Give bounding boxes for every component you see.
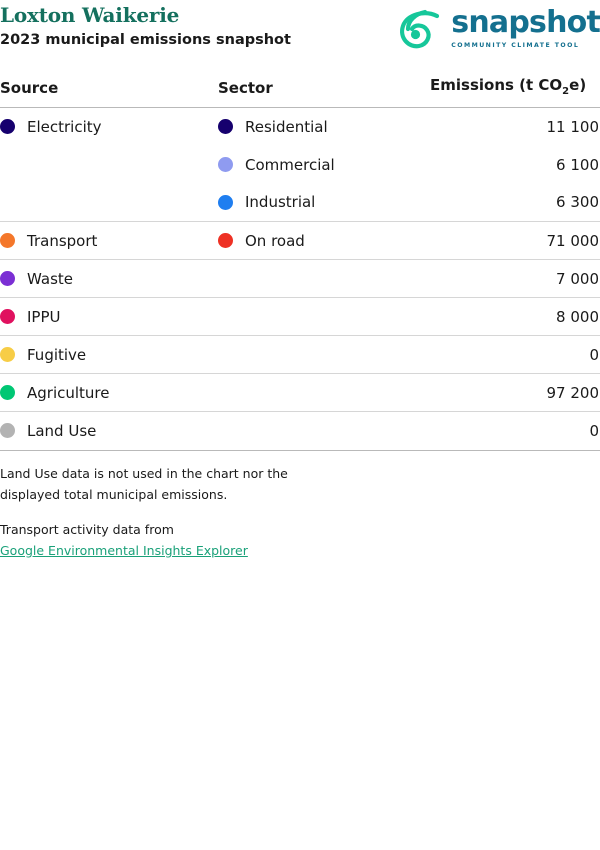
sector-label: On road (245, 231, 305, 250)
footnotes (0, 463, 600, 562)
cell-source (0, 336, 218, 374)
cell-sector (218, 336, 430, 374)
page-header (0, 0, 600, 54)
table-bottom-rule (0, 450, 600, 451)
cell-sector (218, 260, 430, 298)
sector-color-dot (218, 119, 233, 134)
emissions-value: 6 300 (556, 193, 599, 212)
cell-source (0, 184, 218, 222)
emissions-value: 97 200 (546, 383, 599, 402)
source-label: Waste (27, 269, 73, 288)
cell-sector (218, 374, 430, 412)
cell-source (0, 412, 218, 450)
table-body (0, 108, 600, 450)
source-color-dot (0, 119, 15, 134)
source-label: Electricity (27, 117, 102, 136)
cell-source (0, 298, 218, 336)
emissions-value: 71 000 (546, 231, 599, 250)
source-color-dot (0, 423, 15, 438)
title-block (0, 4, 291, 49)
emissions-header-suffix: e) (569, 76, 587, 94)
emissions-value: 8 000 (556, 307, 599, 326)
cell-source (0, 374, 218, 412)
source-color-dot (0, 347, 15, 362)
table-row (0, 146, 600, 184)
logo-text-block (451, 6, 600, 49)
page-title: Loxton Waikerie (0, 3, 180, 27)
emissions-value: 0 (589, 345, 599, 364)
table-row (0, 374, 600, 412)
sector-label: Industrial (245, 193, 316, 212)
snapshot-logo (395, 4, 600, 54)
sector-color-dot (218, 195, 233, 210)
emissions-value: 11 100 (546, 117, 599, 136)
column-header-source: Source (0, 76, 218, 108)
table-row (0, 108, 600, 146)
snapshot-spiral-icon (395, 6, 443, 54)
cell-sector (218, 222, 430, 260)
cell-sector (218, 184, 430, 222)
cell-source (0, 108, 218, 146)
table-row (0, 336, 600, 374)
column-header-sector: Sector (218, 76, 430, 108)
logo-wordmark: snapshot (451, 5, 600, 40)
cell-emissions-value (430, 222, 600, 260)
source-label: Transport (27, 231, 98, 250)
cell-source (0, 146, 218, 184)
emissions-value: 0 (589, 421, 599, 440)
table-row (0, 222, 600, 260)
source-color-dot (0, 271, 15, 286)
cell-emissions-value (430, 108, 600, 146)
cell-source (0, 222, 218, 260)
note-landuse-line1: Land Use data is not used in the chart nor the (0, 465, 288, 481)
note-landuse-line2: displayed total municipal emissions. (0, 486, 228, 502)
table-row (0, 184, 600, 222)
cell-source (0, 260, 218, 298)
emissions-table (0, 76, 600, 450)
emissions-value: 7 000 (556, 269, 599, 288)
source-label: Land Use (27, 421, 97, 440)
cell-sector (218, 412, 430, 450)
page-subtitle: 2023 municipal emissions snapshot (0, 32, 291, 48)
table-row (0, 412, 600, 450)
source-color-dot (0, 233, 15, 248)
cell-emissions-value (430, 184, 600, 222)
note-transport-source: Transport activity data from (0, 522, 174, 537)
cell-emissions-value (430, 298, 600, 336)
source-color-dot (0, 385, 15, 400)
logo-tagline: COMMUNITY CLIMATE TOOL (451, 41, 580, 49)
sector-label: Residential (245, 117, 328, 136)
cell-sector (218, 146, 430, 184)
emissions-value: 6 100 (556, 155, 599, 174)
cell-emissions-value (430, 260, 600, 298)
cell-sector (218, 108, 430, 146)
column-header-emissions (430, 76, 600, 108)
sector-color-dot (218, 233, 233, 248)
cell-emissions-value (430, 336, 600, 374)
source-label: Fugitive (27, 345, 87, 364)
sector-color-dot (218, 157, 233, 172)
source-color-dot (0, 309, 15, 324)
sector-label: Commercial (245, 155, 335, 174)
table-header-row (0, 76, 600, 108)
cell-sector (218, 298, 430, 336)
table-row (0, 260, 600, 298)
emissions-header-prefix: Emissions (t CO (430, 76, 563, 94)
source-label: IPPU (27, 307, 61, 326)
cell-emissions-value (430, 146, 600, 184)
emissions-header-subscript: 2 (562, 86, 570, 97)
cell-emissions-value (430, 374, 600, 412)
cell-emissions-value (430, 412, 600, 450)
source-label: Agriculture (27, 383, 110, 402)
table-row (0, 298, 600, 336)
eie-link[interactable]: Google Environmental Insights Explorer (0, 543, 248, 559)
